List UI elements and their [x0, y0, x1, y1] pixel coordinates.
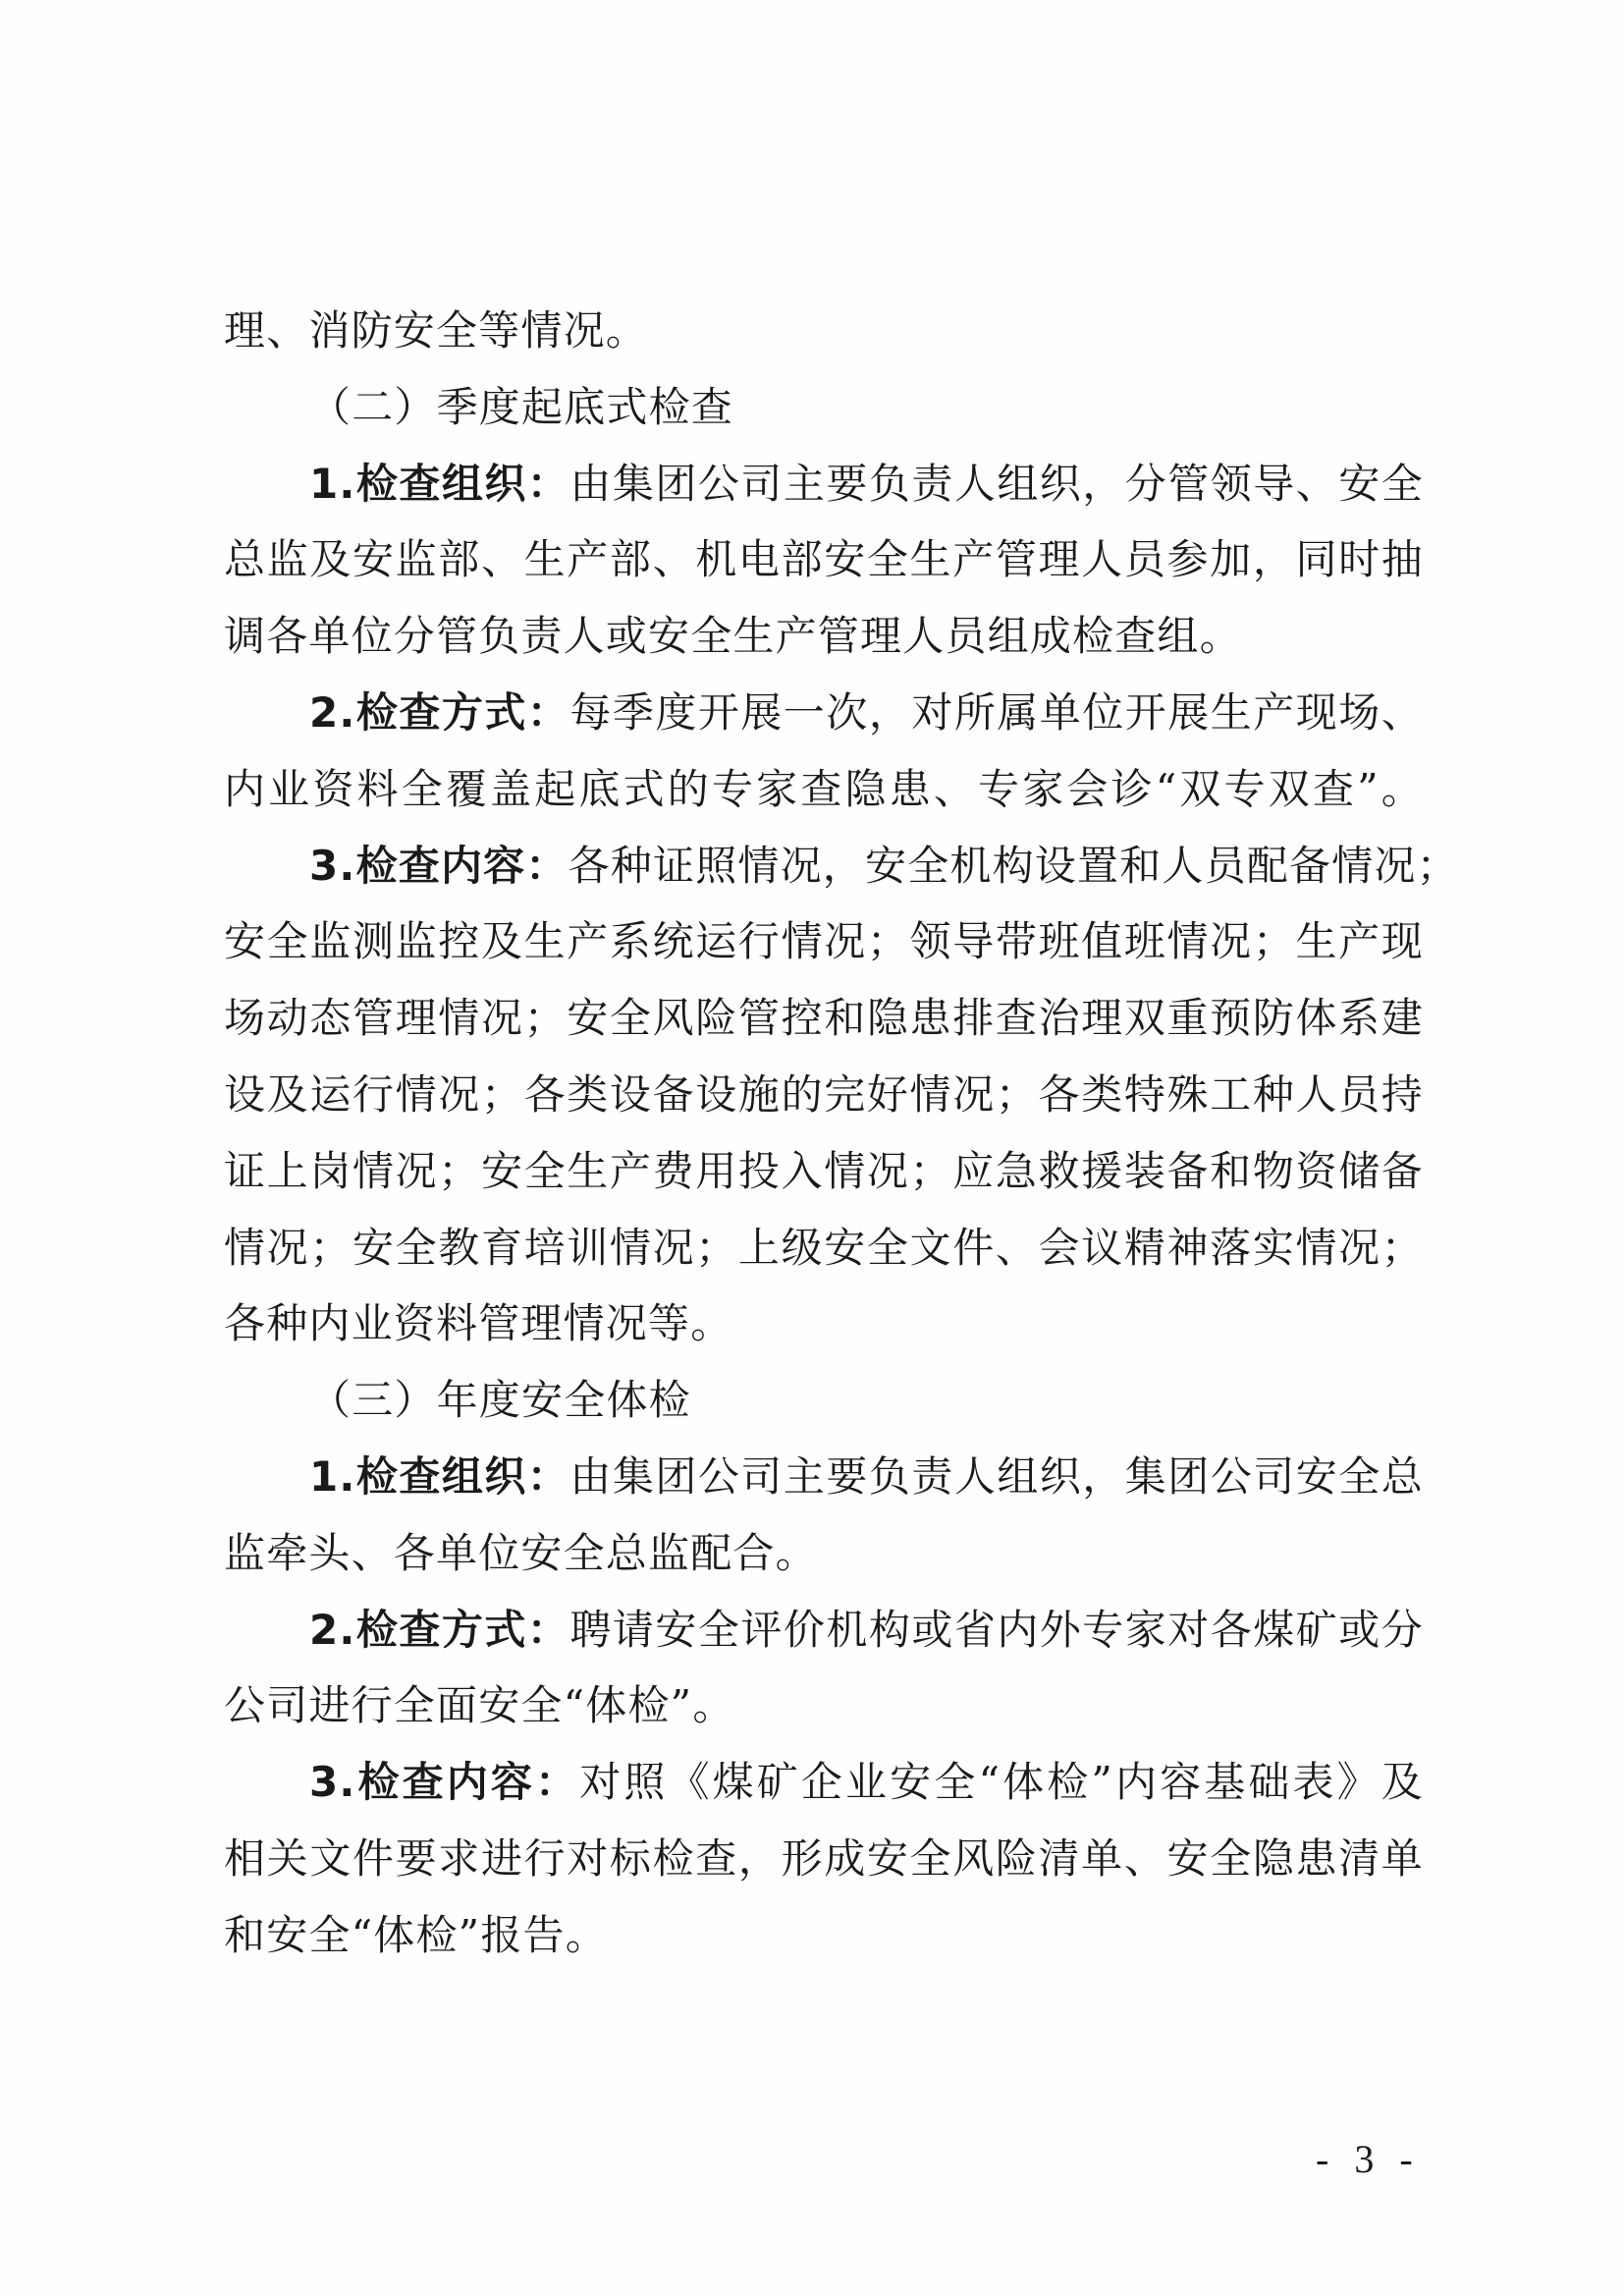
paragraph-line: 证上岗情况；安全生产费用投入情况；应急救援装备和物资储备	[224, 1146, 1424, 1195]
paragraph-line: 相关文件要求进行对标检查，形成安全风险清单、安全隐患清单	[224, 1833, 1424, 1883]
item-text: 聘请安全评价机构或省内外专家对各煤矿或分	[569, 1605, 1424, 1654]
paragraph-line: 总监及安监部、生产部、机电部安全生产管理人员参加，同时抽	[224, 535, 1424, 584]
paragraph-line: 各种内业资料管理情况等。	[224, 1299, 733, 1348]
paragraph-line: 安全监测监控及生产系统运行情况；领导带班值班情况；生产现	[224, 917, 1424, 966]
document-body	[224, 293, 1459, 1974]
item-label: 1.检查组织：	[309, 1451, 570, 1501]
paragraph-line	[224, 675, 1424, 751]
paragraph-line: 监牵头、各单位安全总监配合。	[224, 1528, 818, 1577]
item-label: 3.检查内容：	[309, 1758, 580, 1807]
item-text: 对照《煤矿企业安全“体检”内容基础表》及	[579, 1758, 1424, 1807]
paragraph-line: 调各单位分管负责人或安全生产管理人员组成检查组。	[224, 612, 1242, 661]
paragraph-line: 设及运行情况；各类设备设施的完好情况；各类特殊工种人员持	[224, 1069, 1424, 1119]
paragraph-line	[224, 1439, 1424, 1515]
item-label: 3.检查内容：	[309, 841, 568, 890]
paragraph-line: 情况；安全教育培训情况；上级安全文件、会议精神落实情况；	[224, 1223, 1424, 1272]
item-text: 各种证照情况，安全机构设置和人员配备情况；	[568, 841, 1459, 890]
item-label: 1.检查组织：	[309, 459, 570, 508]
paragraph-line: 公司进行全面安全“体检”。	[224, 1681, 735, 1730]
paragraph-line: 和安全“体检”报告。	[224, 1910, 608, 1959]
paragraph-line: 内业资料全覆盖起底式的专家查隐患、专家会诊“双专双查”。	[224, 764, 1424, 813]
item-text: 由集团公司主要负责人组织，分管领导、安全	[569, 459, 1424, 508]
section-heading-quarterly-inspection: （二）季度起底式检查	[309, 382, 734, 431]
item-text: 每季度开展一次，对所属单位开展生产现场、	[569, 687, 1424, 737]
paragraph-line	[224, 1744, 1424, 1821]
paragraph-line	[224, 1592, 1424, 1668]
item-label: 2.检查方式：	[309, 1605, 570, 1654]
section-heading-annual-checkup: （三）年度安全体检	[309, 1376, 691, 1425]
paragraph-line: 场动态管理情况；安全风险管控和隐患排查治理双重预防体系建	[224, 994, 1424, 1043]
item-label: 2.检查方式：	[309, 687, 570, 737]
paragraph-line	[224, 446, 1424, 522]
paragraph-line: 理、消防安全等情况。	[224, 306, 649, 355]
item-text: 由集团公司主要负责人组织，集团公司安全总	[569, 1451, 1424, 1501]
page-number: - 3 -	[1316, 2137, 1421, 2181]
paragraph-line	[224, 828, 1459, 904]
